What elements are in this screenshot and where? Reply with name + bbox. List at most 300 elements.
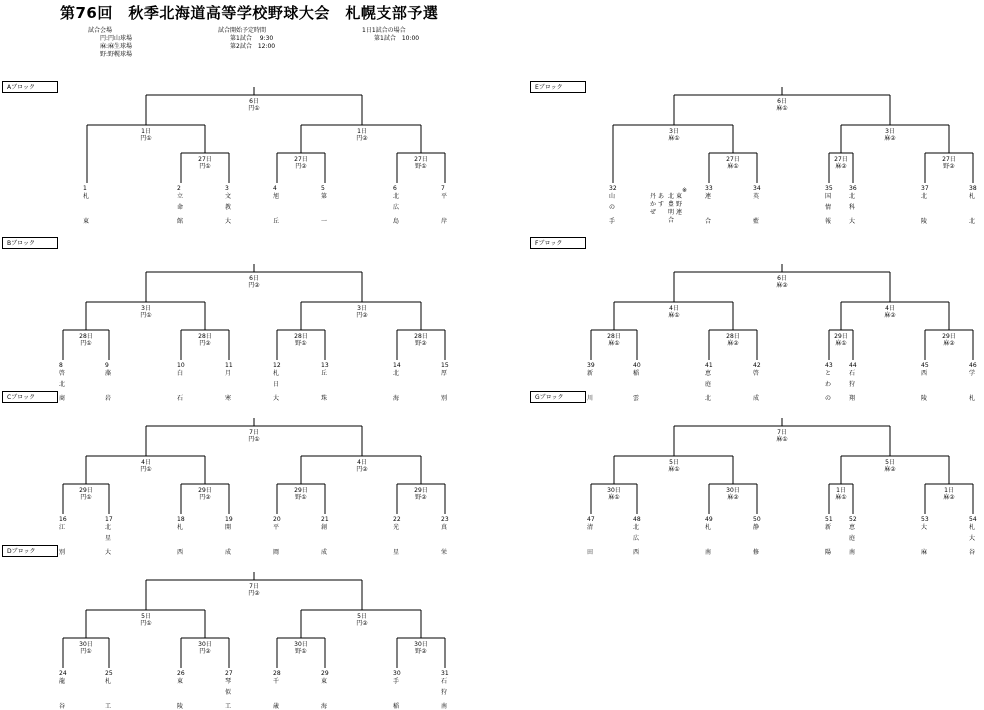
semifinal-match-label [870, 128, 910, 142]
team-name-char: 科 [849, 204, 856, 211]
team-name-char: 岩 [105, 395, 112, 402]
team-name-char: 旭 [273, 193, 280, 200]
team-name-char: 工 [225, 703, 232, 710]
team-entry [609, 185, 617, 225]
match-date: 5日 [357, 613, 367, 620]
match-venue: 麻② [727, 340, 739, 347]
match-venue: 麻① [668, 312, 680, 319]
first-round-match-label [929, 156, 969, 170]
match-venue: 円① [140, 466, 152, 473]
team-entry [441, 185, 448, 225]
final-match-label [762, 429, 802, 443]
match-venue: 麻② [884, 466, 896, 473]
team-name-char: 歳 [273, 703, 280, 710]
match-venue: 麻② [943, 340, 955, 347]
team-name-char: 商 [59, 395, 66, 402]
team-entry [177, 362, 185, 402]
team-name-char: 創 [321, 524, 328, 531]
match-date: 27日 [294, 156, 308, 163]
match-venue: 円① [248, 436, 260, 443]
semifinal-match-label [126, 128, 166, 142]
team-name-char: 狩 [441, 689, 448, 696]
team-name-char: 札 [177, 524, 184, 531]
team-entry [177, 516, 185, 556]
team-name-char: 平 [441, 193, 448, 200]
match-date: 5日 [141, 613, 151, 620]
team-name-char: 陵 [177, 703, 184, 710]
team-name-char: 札 [969, 524, 976, 531]
team-name-char: 江 [59, 524, 66, 531]
team-name-char: 命 [177, 204, 184, 211]
team-name-char: 北 [393, 370, 400, 377]
team-number: 25 [105, 670, 113, 677]
team-name-char: 稲 [393, 703, 400, 710]
block-label: Eブロック [530, 81, 586, 93]
match-date: 29日 [942, 333, 956, 340]
team-entry [441, 670, 449, 710]
team-name-char: 教 [225, 204, 232, 211]
first-round-match-label [821, 487, 861, 501]
semifinal-match-label [342, 613, 382, 627]
team-name-char: 寒 [225, 395, 232, 402]
team-number: 41 [705, 362, 713, 369]
match-date: 29日 [294, 487, 308, 494]
team-name-char: 大 [105, 549, 112, 556]
first-round-match-label [929, 333, 969, 347]
team-number: 42 [753, 362, 761, 369]
team-entry [825, 185, 833, 225]
match-date: 28日 [198, 333, 212, 340]
team-name-char: 手 [609, 218, 616, 225]
team-name-char: 大 [849, 218, 856, 225]
team-number: 34 [753, 185, 761, 192]
team-number: 32 [609, 185, 617, 192]
team-name-char: 札 [969, 193, 976, 200]
first-round-match-label [594, 333, 634, 347]
single-game-time: 第1試合 10:00 [374, 35, 420, 42]
match-date: 27日 [198, 156, 212, 163]
match-venue: 円② [356, 620, 368, 627]
team-entry [969, 516, 977, 556]
match-date: 3日 [357, 305, 367, 312]
team-name-char: 狩 [849, 381, 856, 388]
match-date: 4日 [669, 305, 679, 312]
team-name-char: 新 [587, 370, 594, 377]
team-entry [825, 362, 833, 402]
team-name-char: 北 [705, 395, 712, 402]
team-number: 18 [177, 516, 185, 523]
team-name-char: 西 [921, 370, 928, 377]
match-date: 27日 [942, 156, 956, 163]
note-char: あ [658, 193, 665, 200]
match-venue: 円② [199, 494, 211, 501]
match-venue: 円② [356, 312, 368, 319]
team-name-char: 静 [753, 524, 760, 531]
team-number: 6 [393, 185, 397, 192]
team-name-char: 恵 [849, 524, 856, 531]
team-name-char: 東 [321, 678, 328, 685]
team-name-char: 合 [705, 218, 712, 225]
team-number: 37 [921, 185, 929, 192]
team-number: 28 [273, 670, 281, 677]
match-venue: 麻① [727, 163, 739, 170]
first-round-match-label [401, 487, 441, 501]
team-name-char: 石 [849, 370, 856, 377]
team-entry [59, 670, 67, 710]
match-date: 3日 [141, 305, 151, 312]
team-name-char: 山 [609, 193, 616, 200]
team-name-char: 谷 [969, 549, 976, 556]
note-char: 野 [676, 201, 683, 208]
team-name-char: 西 [177, 549, 184, 556]
first-round-match-label [821, 333, 861, 347]
team-entry [321, 516, 329, 556]
team-number: 12 [273, 362, 281, 369]
match-date: 6日 [777, 98, 787, 105]
team-entry [633, 362, 641, 402]
team-number: 39 [587, 362, 595, 369]
team-name-char: 星 [105, 535, 112, 542]
semifinal-match-label [654, 459, 694, 473]
team-name-char: 岡 [273, 549, 280, 556]
team-entry [225, 516, 233, 556]
team-entry [105, 670, 113, 710]
match-date: 30日 [294, 641, 308, 648]
team-number: 52 [849, 516, 857, 523]
team-name-char: 別 [441, 395, 448, 402]
team-name-char: 石 [177, 395, 184, 402]
semifinal-match-label [126, 613, 166, 627]
team-entry [321, 670, 329, 710]
team-name-char: 厚 [441, 370, 448, 377]
block-label: Gブロック [530, 391, 586, 403]
team-name-char: 星 [393, 549, 400, 556]
match-date: 30日 [79, 641, 93, 648]
team-entry [273, 362, 281, 402]
match-date: 28日 [726, 333, 740, 340]
team-name-char: 稲 [633, 370, 640, 377]
start-time-item: 第1試合 9:30 [230, 35, 274, 42]
block-label: Dブロック [2, 545, 58, 557]
team-number: 49 [705, 516, 713, 523]
match-venue: 円① [80, 494, 92, 501]
team-entry [321, 362, 329, 402]
match-venue: 円② [248, 590, 260, 597]
team-number: 16 [59, 516, 67, 523]
first-round-match-label [401, 641, 441, 655]
team-name-char: 報 [825, 218, 832, 225]
block-label: Aブロック [2, 81, 58, 93]
match-venue: 野② [415, 648, 427, 655]
team-number: 23 [441, 516, 449, 523]
team-number: 19 [225, 516, 233, 523]
first-round-match-label [713, 487, 753, 501]
note-char: 合 [668, 217, 675, 224]
team-name-char: 手 [393, 678, 400, 685]
team-entry [225, 185, 232, 225]
first-round-match-label [281, 487, 321, 501]
team-number: 15 [441, 362, 449, 369]
first-round-match-label [185, 333, 225, 347]
team-number: 33 [705, 185, 713, 192]
match-date: 1日 [357, 128, 367, 135]
team-number: 9 [105, 362, 109, 369]
team-entry [969, 362, 977, 402]
team-name-char: 札 [705, 524, 712, 531]
match-date: 29日 [414, 487, 428, 494]
team-name-char: 庭 [705, 381, 712, 388]
team-entry [177, 185, 184, 225]
first-round-match-label [185, 487, 225, 501]
semifinal-match-label [342, 305, 382, 319]
team-number: 10 [177, 362, 185, 369]
match-venue: 野① [295, 648, 307, 655]
team-name-char: 藍 [753, 218, 760, 225]
team-number: 5 [321, 185, 325, 192]
team-entry [273, 185, 280, 225]
team-entry [921, 516, 929, 556]
team-entry [273, 670, 281, 710]
team-name-char: 麻 [921, 549, 928, 556]
team-entry [753, 362, 761, 402]
team-name-char: 広 [393, 204, 400, 211]
semifinal-match-label [126, 459, 166, 473]
team-name-char: 連 [705, 193, 712, 200]
team-number: 17 [105, 516, 113, 523]
note-char: す [658, 201, 665, 208]
team-entry [177, 670, 185, 710]
team-entry [393, 185, 400, 225]
team-entry [969, 185, 977, 225]
team-name-char: 成 [753, 395, 760, 402]
match-date: 3日 [669, 128, 679, 135]
team-name-char: 北 [59, 381, 66, 388]
team-name-char: 札 [273, 370, 280, 377]
match-venue: 円② [295, 163, 307, 170]
match-venue: 麻① [608, 340, 620, 347]
final-match-label [234, 275, 274, 289]
team-name-char: 成 [321, 549, 328, 556]
team-number: 21 [321, 516, 329, 523]
first-round-match-label [281, 641, 321, 655]
match-date: 30日 [726, 487, 740, 494]
team-name-char: 修 [753, 549, 760, 556]
match-date: 6日 [777, 275, 787, 282]
first-round-match-label [929, 487, 969, 501]
team-name-char: 雲 [633, 395, 640, 402]
team-name-char: 千 [273, 678, 280, 685]
team-name-char: 翔 [849, 395, 856, 402]
team-number: 48 [633, 516, 641, 523]
team-name-char: 札 [969, 395, 976, 402]
page-title: 第76回 秋季北海道高等学校野球大会 札幌支部予選 [60, 4, 439, 22]
match-date: 4日 [357, 459, 367, 466]
team-name-char: 立 [177, 193, 184, 200]
match-venue: 麻① [835, 494, 847, 501]
team-name-char: 南 [849, 549, 856, 556]
team-name-char: 新 [825, 524, 832, 531]
team-entry [105, 516, 113, 556]
team-name-char: 岸 [441, 218, 448, 225]
first-round-match-label [713, 156, 753, 170]
match-date: 29日 [198, 487, 212, 494]
semifinal-match-label [870, 305, 910, 319]
team-name-char: 開 [225, 524, 232, 531]
first-round-match-label [401, 156, 441, 170]
team-number: 45 [921, 362, 929, 369]
team-entry [225, 670, 233, 710]
team-number: 31 [441, 670, 449, 677]
team-number: 3 [225, 185, 229, 192]
team-name-char: と [825, 370, 832, 377]
team-entry [59, 362, 66, 402]
match-date: 3日 [885, 128, 895, 135]
team-name-char: わ [825, 381, 832, 388]
team-name-char: 文 [225, 193, 232, 200]
team-name-char: 清 [587, 524, 594, 531]
team-name-char: 南 [705, 549, 712, 556]
match-date: 4日 [885, 305, 895, 312]
team-entry [225, 362, 233, 402]
match-venue: 円① [140, 135, 152, 142]
team-name-char: 啓 [753, 370, 760, 377]
first-round-match-label [281, 156, 321, 170]
team-entry [849, 362, 857, 402]
team-name-char: の [609, 204, 616, 211]
team-number: 30 [393, 670, 401, 677]
match-venue: 円② [199, 648, 211, 655]
first-round-match-label [401, 333, 441, 347]
match-date: 1日 [836, 487, 846, 494]
block-label: Cブロック [2, 391, 58, 403]
team-entry [753, 185, 761, 225]
start-times-heading: 試合開始予定時間 [218, 27, 267, 34]
team-name-char: 啓 [59, 370, 66, 377]
first-round-match-label [185, 641, 225, 655]
team-name-char: 東 [177, 678, 184, 685]
team-entry [705, 516, 713, 556]
match-venue: 円② [356, 466, 368, 473]
first-round-match-label [66, 487, 106, 501]
match-date: 1日 [141, 128, 151, 135]
team-entry [441, 516, 449, 556]
note-mark: ※ [682, 187, 688, 194]
match-venue: 麻① [668, 135, 680, 142]
team-entry [825, 516, 833, 556]
team-entry [393, 516, 401, 556]
team-number: 20 [273, 516, 281, 523]
team-name-char: 大 [273, 395, 280, 402]
block-label: Bブロック [2, 237, 58, 249]
team-number: 13 [321, 362, 329, 369]
team-number: 53 [921, 516, 929, 523]
venues-heading: 試合会場 [88, 27, 113, 34]
venue-item: 野:野幌球場 [100, 51, 133, 58]
team-entry [441, 362, 449, 402]
team-name-char: 恵 [705, 370, 712, 377]
team-name-char: 藻 [105, 370, 112, 377]
team-name-char: 龍 [59, 678, 66, 685]
match-venue: 円② [248, 282, 260, 289]
team-name-char: 学 [969, 370, 976, 377]
team-name-char: 大 [225, 218, 232, 225]
team-name-char: 北 [921, 193, 928, 200]
team-entry [921, 185, 929, 225]
match-date: 30日 [414, 641, 428, 648]
note-char: 北 [668, 193, 675, 200]
team-name-char: 札 [83, 193, 90, 200]
final-match-label [762, 275, 802, 289]
team-name-char: 石 [441, 678, 448, 685]
team-name-char: 丘 [321, 370, 328, 377]
semifinal-match-label [870, 459, 910, 473]
match-date: 7日 [249, 583, 259, 590]
team-name-char: 情 [825, 204, 832, 211]
team-name-char: 田 [587, 549, 594, 556]
team-entry [393, 670, 401, 710]
match-venue: 野② [415, 494, 427, 501]
note-char: 東 [676, 193, 683, 200]
final-match-label [234, 583, 274, 597]
match-date: 29日 [834, 333, 848, 340]
team-number: 8 [59, 362, 63, 369]
start-time-item: 第2試合 12:00 [230, 43, 276, 50]
team-entry [59, 516, 67, 556]
match-venue: 麻② [884, 135, 896, 142]
team-name-char: 第 [321, 193, 328, 200]
match-venue: 野① [415, 163, 427, 170]
team-name-char: 北 [969, 218, 976, 225]
team-number: 1 [83, 185, 87, 192]
team-name-char: 英 [753, 193, 760, 200]
team-name-char: 丘 [273, 218, 280, 225]
note-char: 豊 [668, 201, 675, 208]
team-name-char: 白 [177, 370, 184, 377]
team-number: 50 [753, 516, 761, 523]
match-venue: 円① [80, 340, 92, 347]
first-round-match-label [281, 333, 321, 347]
match-date: 4日 [141, 459, 151, 466]
team-number: 7 [441, 185, 445, 192]
team-entry [321, 185, 328, 225]
team-name-char: 島 [393, 218, 400, 225]
team-number: 36 [849, 185, 857, 192]
match-date: 6日 [249, 98, 259, 105]
team-name-char: 工 [105, 703, 112, 710]
match-venue: 麻② [943, 494, 955, 501]
match-date: 30日 [198, 641, 212, 648]
team-number: 40 [633, 362, 641, 369]
team-name-char: 日 [273, 381, 280, 388]
team-name-char: 似 [225, 689, 232, 696]
semifinal-match-label [654, 128, 694, 142]
team-number: 35 [825, 185, 833, 192]
team-name-char: 成 [225, 549, 232, 556]
match-venue: 麻② [776, 282, 788, 289]
first-round-match-label [66, 641, 106, 655]
team-number: 54 [969, 516, 977, 523]
team-name-char: 東 [83, 218, 90, 225]
team-number: 38 [969, 185, 977, 192]
team-name-char: 川 [587, 395, 594, 402]
final-match-label [762, 98, 802, 112]
team-name-char: 一 [321, 218, 328, 225]
team-name-char: 北 [849, 193, 856, 200]
team-number: 26 [177, 670, 185, 677]
match-venue: 円① [199, 163, 211, 170]
team-name-char: 西 [633, 549, 640, 556]
note-char: 明 [668, 209, 675, 216]
